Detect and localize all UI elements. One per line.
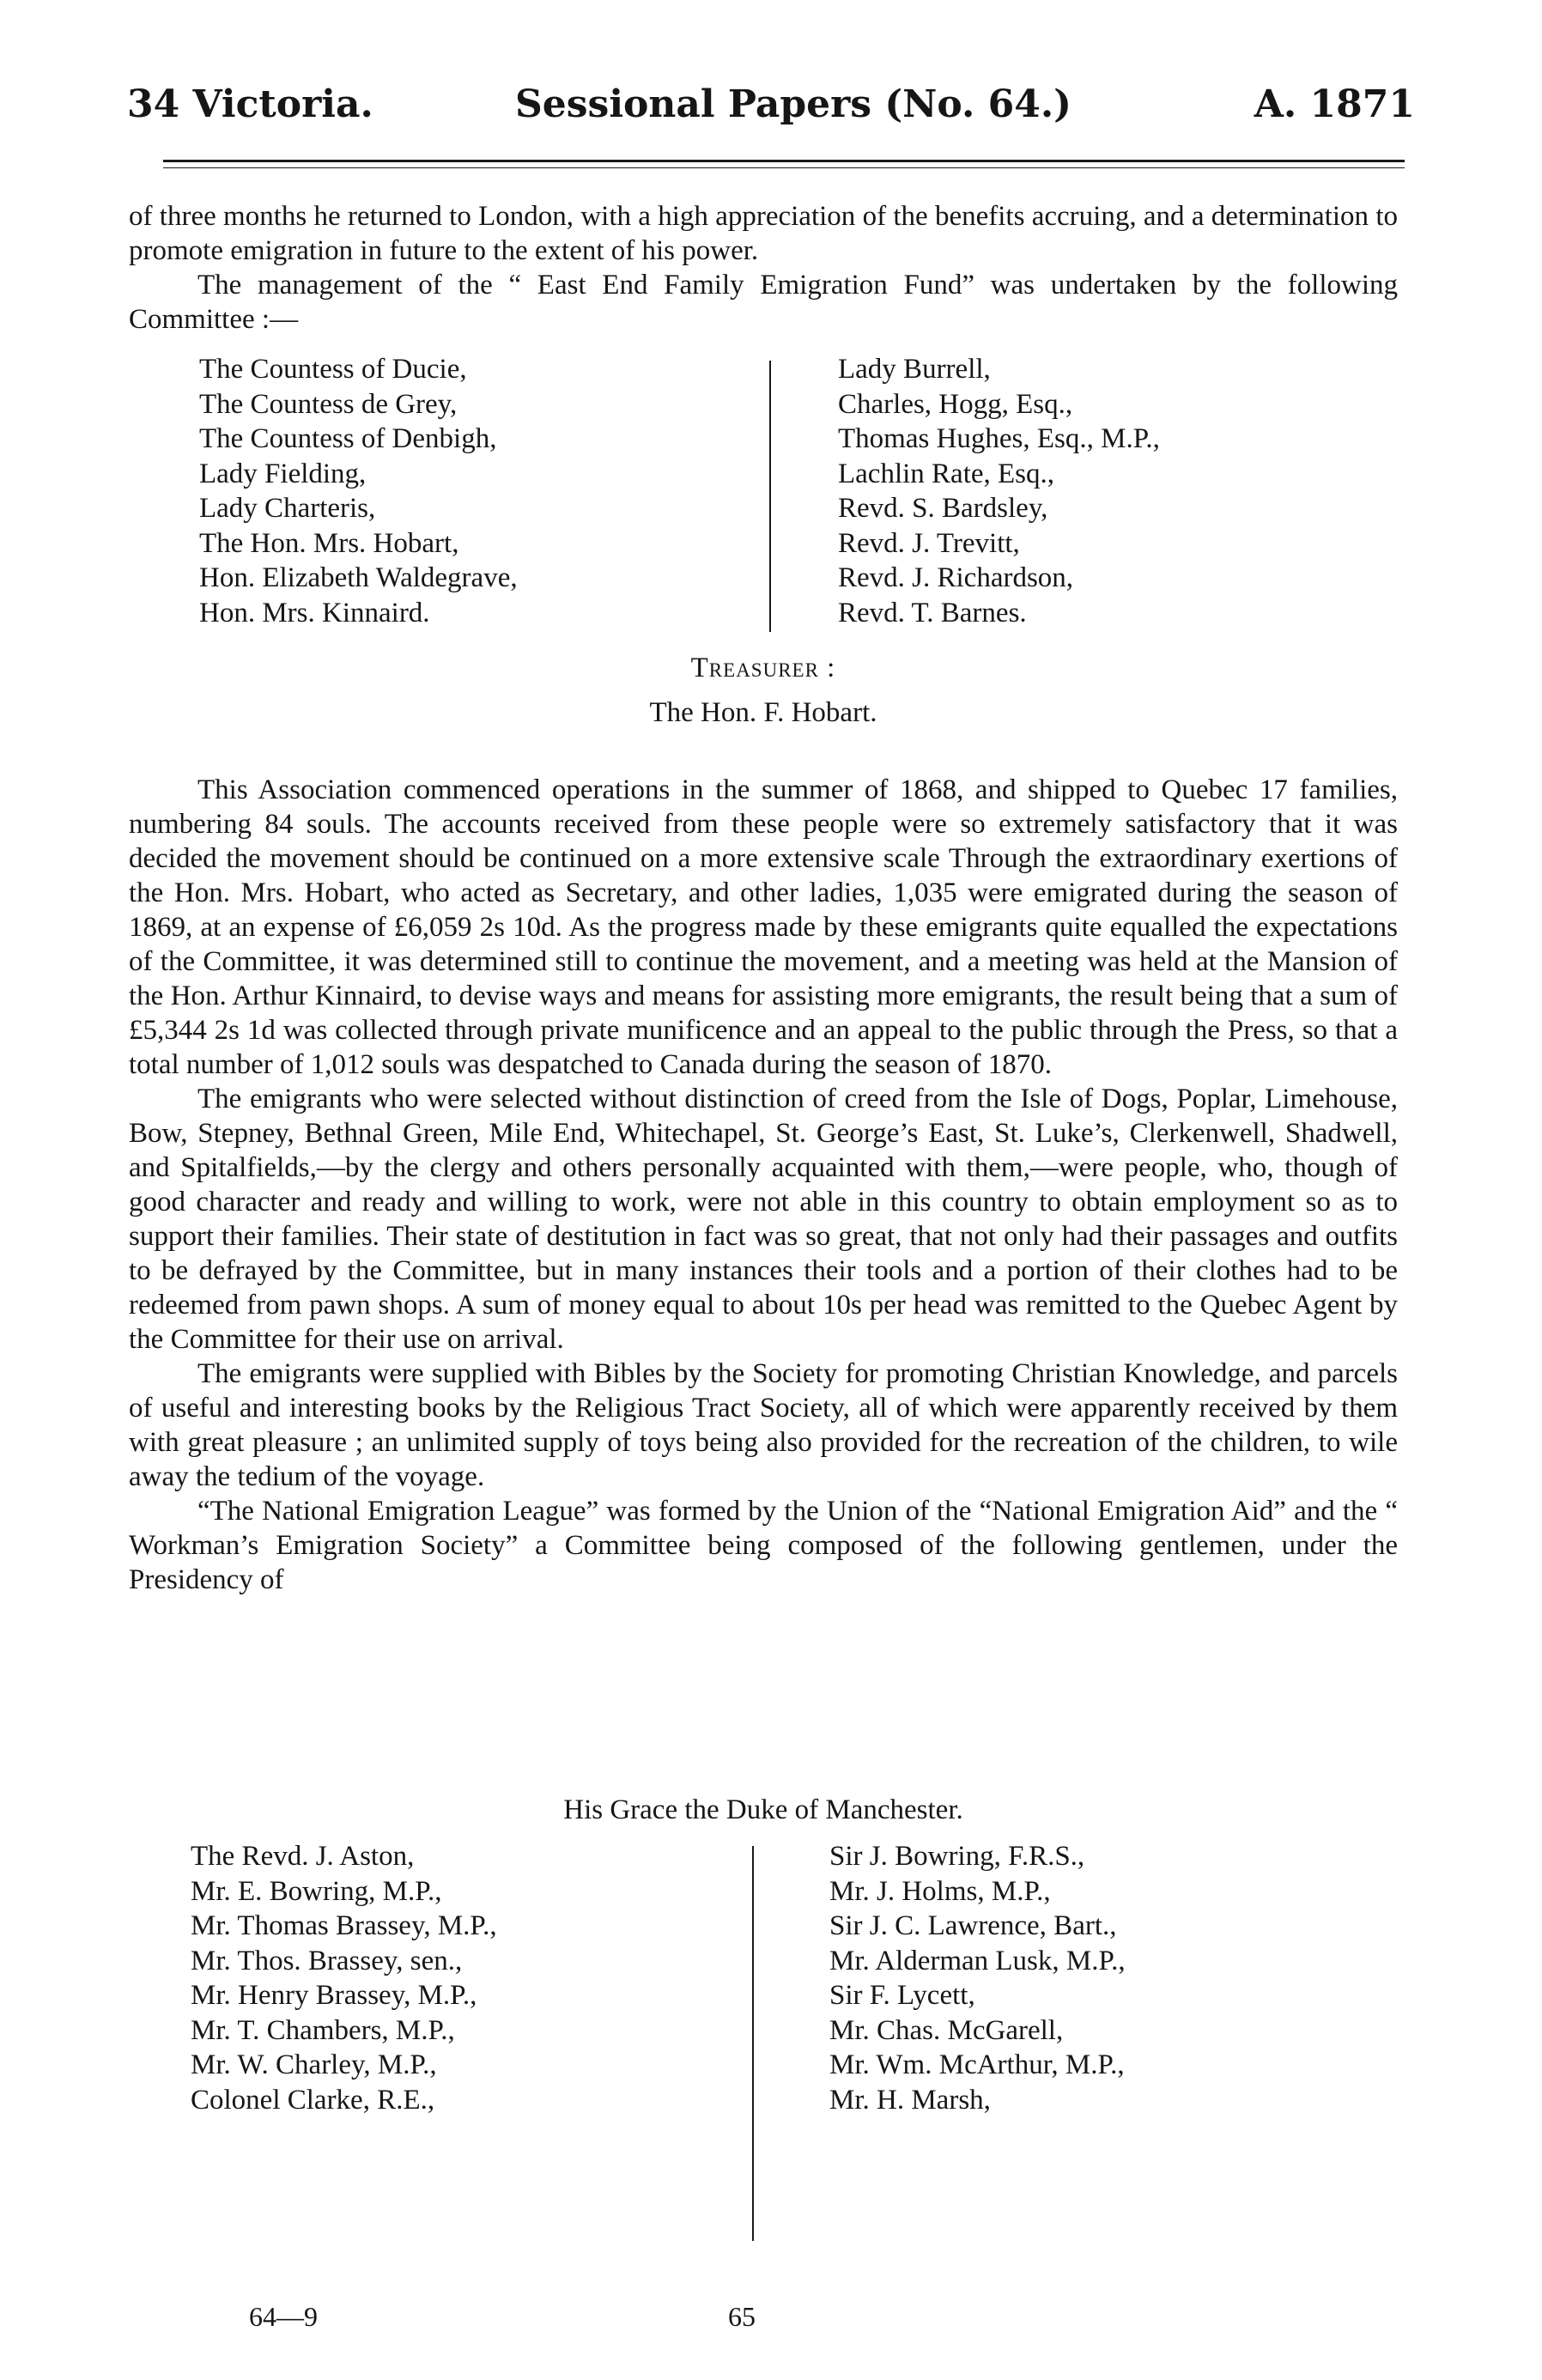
league-member: Mr. T. Chambers, M.P., xyxy=(191,2014,455,2046)
committee-member: Revd. T. Barnes. xyxy=(838,597,1027,628)
league-member: Mr. E. Bowring, M.P., xyxy=(191,1875,442,1907)
league-list-right xyxy=(829,1839,1126,2117)
treasurer-heading: Treasurer : xyxy=(690,653,836,683)
page-number: 65 xyxy=(728,2301,756,2332)
league-column-divider xyxy=(752,1846,754,2241)
committee-member: Lady Fielding, xyxy=(199,458,367,489)
main-text xyxy=(129,773,1398,1597)
league-member: Mr. J. Holms, M.P., xyxy=(829,1875,1051,1907)
intro-paragraph-2: The management of the “ East End Family Emigration Fund” was undertaken by the following Committee :— xyxy=(129,270,1398,335)
committee-member: Revd. S. Bardsley, xyxy=(838,493,1048,524)
paragraph-league: “The National Emigration League” was formed by the Union of the “National Emigration Aid” and the “ Workman’s Emigration Society” a Committee being composed of the following gentlemen, under the Presidency of xyxy=(129,1496,1398,1595)
running-header xyxy=(127,76,1415,144)
committee-member: The Countess of Denbigh, xyxy=(199,423,497,454)
signature-mark: 64—9 xyxy=(249,2301,318,2332)
league-member: The Revd. J. Aston, xyxy=(191,1841,415,1872)
committee-list-left xyxy=(199,352,518,630)
league-member: Mr. Henry Brassey, M.P., xyxy=(191,1980,477,2011)
league-member: Mr. Alderman Lusk, M.P., xyxy=(829,1945,1126,1976)
committee-member: The Countess de Grey, xyxy=(199,388,458,420)
league-member: Mr. Thos. Brassey, sen., xyxy=(191,1945,463,1976)
president-line xyxy=(129,1794,1398,1826)
committee-member: The Countess of Ducie, xyxy=(199,354,467,385)
committee-member: Revd. J. Richardson, xyxy=(838,562,1074,593)
header-session: 34 Victoria. xyxy=(127,82,373,126)
league-member: Sir J. C. Lawrence, Bart., xyxy=(829,1910,1117,1941)
paragraph-bibles: The emigrants were supplied with Bibles by the Society for promoting Christian Knowledge, and parcels of useful and interesting books by the Religious Tract Society, all of which were apparently received by them with great pleasure ; an unlimited supply of toys being also provided for the recreation of the children, to wile away the tedium of the voyage. xyxy=(129,1358,1398,1492)
league-member: Mr. H. Marsh, xyxy=(829,2084,991,2116)
committee-member: Hon. Elizabeth Waldegrave, xyxy=(199,562,518,593)
intro-paragraph-1: of three months he returned to London, with a high appreciation of the benefits accruing, and a determination to promote emigration in future to the extent of his power. xyxy=(129,201,1398,266)
committee-column-divider xyxy=(769,361,771,632)
committee-list-right xyxy=(838,352,1160,630)
committee-member: The Hon. Mrs. Hobart, xyxy=(199,527,459,559)
league-member: Colonel Clarke, R.E., xyxy=(191,2084,435,2116)
treasurer-name: The Hon. F. Hobart. xyxy=(649,697,877,728)
league-member: Mr. Wm. McArthur, M.P., xyxy=(829,2049,1125,2080)
paragraph-emigrants: The emigrants who were selected without distinction of creed from the Isle of Dogs, Poplar, Limehouse, Bow, Stepney, Bethnal Green, Mile End, Whitechapel, St. George’s East, St. Luke’s, Clerkenwell, Shadwell, and Spitalfields,—by the clergy and others personally acquainted with them,—were people, who, though of good character and ready and willing to work, were not able in this country to obtain employment so as to support their families. Their state of destitution in fact was so great, that not only had their passages and outfits to be defrayed by the Committee, but in many instances their tools and a portion of their clothes had to be redeemed from pawn shops. A sum of money equal to about 10s per head was remitted to the Quebec Agent by the Committee for their use on arrival. xyxy=(129,1084,1398,1355)
committee-member: Thomas Hughes, Esq., M.P., xyxy=(838,423,1160,454)
committee-member: Lachlin Rate, Esq., xyxy=(838,458,1055,489)
committee-member: Charles, Hogg, Esq., xyxy=(838,388,1073,420)
league-member: Mr. Thomas Brassey, M.P., xyxy=(191,1910,497,1941)
treasurer-name-line xyxy=(129,697,1398,729)
committee-member: Hon. Mrs. Kinnaird. xyxy=(199,597,430,628)
treasurer-label xyxy=(129,653,1398,684)
committee-member: Lady Burrell, xyxy=(838,354,991,385)
league-member: Sir F. Lycett, xyxy=(829,1980,975,2011)
president-name: His Grace the Duke of Manchester. xyxy=(563,1794,963,1825)
header-title: Sessional Papers (No. 64.) xyxy=(515,82,1072,126)
league-member: Mr. W. Charley, M.P., xyxy=(191,2049,437,2080)
league-list-left xyxy=(191,1839,497,2117)
header-year: A. 1871 xyxy=(1254,82,1415,126)
intro-text xyxy=(129,199,1398,337)
committee-member: Lady Charteris, xyxy=(199,493,376,524)
header-rule-thick xyxy=(163,160,1405,162)
header-rule-thin xyxy=(163,167,1405,168)
committee-member: Revd. J. Trevitt, xyxy=(838,527,1020,559)
league-member: Sir J. Bowring, F.R.S., xyxy=(829,1841,1085,1872)
league-member: Mr. Chas. McGarell, xyxy=(829,2014,1064,2046)
paragraph-association: This Association commenced operations in the summer of 1868, and shipped to Quebec 17 families, numbering 84 souls. The accounts received from these people were so extremely satisfactory that it was decided the movement should be continued on a more extensive scale Through the extraordinary exertions of the Hon. Mrs. Hobart, who acted as Secretary, and other ladies, 1,035 were emigrated during the season of 1869, at an expense of £6,059 2s 10d. As the progress made by these emigrants quite equalled the expectations of the Committee, it was determined still to continue the movement, and a meeting was held at the Mansion of the Hon. Arthur Kinnaird, to devise ways and means for assisting more emigrants, the result being that a sum of £5,344 2s 1d was collected through private munificence and an appeal to the public through the Press, so that a total number of 1,012 souls was despatched to Canada during the season of 1870. xyxy=(129,774,1398,1080)
